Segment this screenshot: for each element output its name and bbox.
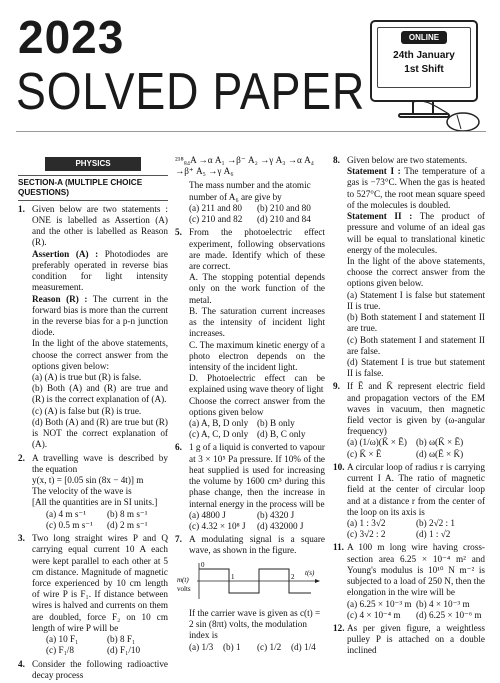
question-body	[347, 381, 485, 460]
question-number: 5.	[175, 227, 182, 238]
option-a: (a) Statement I is false but statement II is true.	[347, 289, 485, 311]
option-b: (b) ω(K̄ × Ē)	[416, 437, 464, 448]
question-number: 3.	[18, 533, 25, 544]
statement-2-label: Statement II :	[347, 211, 413, 222]
options-row	[175, 203, 325, 214]
column-3	[333, 155, 485, 659]
question-stem: 1 g of a liquid is converted to vapour at 3 × 10⁵ Pa pressure. If 10% of the heat supplied is used for increasing the volume by 1600 cm³ during this phase change, then the increase in internal energy in the process will be	[189, 442, 325, 509]
tick-2: 2	[291, 572, 295, 581]
options-row	[32, 520, 168, 531]
options-row	[189, 429, 325, 440]
option-c: (c) Both statement I and statement II are false.	[347, 334, 485, 356]
question-stem: Two long straight wires P and Q carrying equal current 10 A each were kept parallel to each other at 5 cm distance. Magnitude of magnetic force experienced by 10 cm length of wire P is F₁. If distance between wires is halved and currents on them are doubled, force F₂ on 10 cm length of wire P will be	[32, 533, 168, 633]
column-1	[18, 150, 168, 683]
reason-text: The current in the forward bias is more than the current in the reverse bias for a p-n junction diode.	[32, 293, 169, 338]
question-5	[175, 227, 325, 440]
assertion-text: Photodiodes are preferably operated in reverse bias condition for light intensity measurement.	[32, 248, 169, 293]
option-a: (a) A, B, D only	[189, 418, 249, 429]
options-row	[175, 642, 325, 653]
option-c: (c) 3√2 : 2	[347, 529, 386, 540]
question-number: 4.	[18, 658, 25, 669]
question-number: 9.	[333, 381, 340, 392]
question-10	[333, 462, 485, 541]
option-c: (c) A, C, D only	[189, 429, 249, 440]
question-body	[32, 659, 168, 681]
question-stem: If Ē and K̄ represent electric field and propagation vectors of the EM waves in vacuum, then magnetic field vector is given by (ω-angular frequency)	[347, 381, 485, 437]
subject-badge: PHYSICS	[45, 157, 141, 171]
question-stem: Given below are two statements : ONE is labelled as Assertion (A) and the other is labelled as Reason (R).	[32, 203, 168, 248]
exam-shift: 1st Shift	[404, 64, 444, 75]
observation-c: C. The maximum kinetic energy of a photo electron depends on the intensity of the incident light.	[189, 339, 325, 372]
question-body	[189, 227, 325, 440]
options-row	[347, 610, 485, 621]
options-row	[189, 510, 325, 521]
paper-title: SOLVED PAPER	[16, 63, 366, 121]
option-a: (a) (A) is true but (R) is false.	[32, 372, 142, 383]
assertion	[32, 249, 168, 294]
reason-label: Reason (R) :	[32, 293, 88, 304]
section-heading: SECTION-A (MULTIPLE CHOICE QUESTIONS)	[18, 175, 168, 201]
question-8	[333, 155, 485, 379]
question-1	[18, 204, 168, 451]
option-d: (d) 1/4	[291, 641, 316, 652]
question-stem: A travelling wave is described by the equation	[32, 452, 168, 474]
question-stem: As per given figure, a weightless pulley P is attached on a double inclined	[347, 622, 485, 656]
options-row	[32, 509, 168, 520]
monitor-illustration	[370, 20, 478, 102]
option-a: (a) 10 F₁	[46, 634, 79, 645]
option-b: (b) 1	[223, 641, 241, 652]
wave-yunit: volts	[177, 584, 191, 593]
header-divider	[16, 131, 486, 132]
options-row	[32, 634, 168, 645]
axis-arrow-icon	[315, 579, 320, 583]
question-number: 1.	[18, 203, 25, 214]
question-number: 8.	[333, 155, 340, 165]
option-a: (a) 211 and 80	[189, 202, 242, 213]
option-c: (c) F₁/8	[46, 645, 74, 656]
option-d: (d) 432000 J	[257, 521, 304, 531]
question-7	[175, 534, 325, 556]
option-b: (b) 4 × 10⁻³ m	[416, 598, 470, 609]
options-row	[347, 599, 485, 610]
statement-1-text: The temperature of a gas is −73°C. When the gas is heated to 527°C, the root mean square speed of the molecules is doubled.	[347, 166, 486, 210]
question-number: 7.	[175, 534, 182, 545]
question-instruction: In the light of the above statements, choose the correct answer from the options given below.	[347, 255, 485, 289]
option-c: (c) 0.5 m s⁻¹	[46, 519, 93, 530]
option-b: (b) 210 and 80	[257, 202, 311, 213]
wave-equation: y(x, t) = [0.05 sin (8x − 4t)] m	[32, 475, 144, 485]
observation-d: D. Photoelectric effect can be explained using wave theory of light	[189, 373, 325, 395]
question-6	[175, 442, 325, 532]
options-row	[175, 214, 325, 225]
question-2	[18, 453, 168, 532]
question-body	[32, 453, 168, 532]
option-d: (d) 1 : √2	[416, 529, 451, 540]
tick-1: 1	[231, 572, 235, 581]
option-d: (d) B, C only	[257, 429, 306, 440]
option-c: (c) 4.32 × 10⁸ J	[189, 521, 246, 531]
option-d: (d) Statement I is true but statement II is false.	[347, 356, 485, 379]
question-number: 6.	[175, 442, 182, 453]
option-b: (b) 8 m s⁻¹	[107, 508, 148, 519]
option-c: (c) (A) is false but (R) is true.	[32, 405, 142, 416]
column-2	[175, 155, 325, 653]
option-b: (b) Both (A) and (R) are true and (R) is the correct explanation of (A).	[32, 383, 168, 405]
year-heading: 2023	[18, 11, 125, 63]
option-c: (c) 4 × 10⁻⁴ m	[347, 609, 401, 620]
statement-1-label: Statement I :	[347, 166, 401, 177]
option-b: (b) B only	[257, 418, 295, 429]
question-number: 12.	[333, 622, 345, 633]
question-stem: From the photoelectric effect experiment, following observations are made. Identify which of these are correct.	[189, 227, 325, 271]
option-a: (a) 6.25 × 10⁻³ m	[347, 598, 412, 609]
question-body	[189, 534, 325, 556]
options-row	[347, 437, 485, 448]
question-instruction: In the light of the above statements, choose the correct answer from the options given below:	[32, 338, 168, 371]
option-a: (a) 1 : 3√2	[347, 518, 386, 528]
question-body	[347, 542, 485, 621]
observation-b: B. The saturation current increases as the intensity of incident light increases.	[189, 305, 325, 339]
square-wave-svg	[175, 559, 325, 603]
option-d: (d) ω(Ē × K̄)	[416, 448, 464, 459]
statement-1	[347, 166, 485, 211]
question-stem: A circular loop of radius r is carrying current I A. The ratio of magnetic field at the center of circular loop and at a distance r from the center of the loop on its axis is	[347, 461, 485, 517]
carrier-statement: If the carrier wave is given as c(t) = 2 sin (8πt) volts, the modulation index is	[189, 607, 321, 641]
question-stem: A 100 m long wire having cross-section area 6.25 × 10⁻⁴ m² and Young's modulus is 10¹⁰ N m⁻² is subjected to a load of 250 N, then the elongation in the wire will be	[347, 542, 485, 598]
option-d: (d) Both (A) and (R) are true but (R) is NOT the correct explanation of (A).	[32, 416, 168, 450]
question-stem: A modulating signal is a square wave, as shown in the figure.	[189, 534, 325, 556]
question-ask: The mass number and the atomic number of A₆ are give by	[189, 180, 311, 202]
statement-2-text: The product of pressure and volume of an ideal gas will be equal to translational kinetic energy of the molecules.	[347, 211, 485, 255]
option-c: (c) 210 and 82	[189, 214, 243, 225]
option-a: (a) 4800 J	[189, 509, 226, 520]
question-number: 2.	[18, 452, 25, 463]
question-11	[333, 542, 485, 621]
question-4	[18, 659, 168, 681]
option-d: (d) 6.25 × 10⁻⁶ m	[416, 609, 482, 620]
question-3	[18, 533, 168, 656]
options-row	[347, 529, 485, 540]
online-badge: ONLINE	[401, 31, 447, 44]
observation-a: A. The stopping potential depends only on the work function of the metal.	[189, 272, 325, 305]
question-stem: Consider the following radioactive decay process	[32, 658, 168, 680]
option-b: (b) Both statement I and statement II are true.	[347, 312, 485, 334]
options-row	[347, 518, 485, 529]
assertion-label: Assertion (A) :	[32, 248, 99, 259]
option-d: (d) F₁/10	[107, 645, 141, 656]
option-a: (a) 4 m s⁻¹	[46, 508, 87, 519]
decay-chain: ²¹⁸₈₄A →α A₁ →β⁻ A₂ →γ A₃ →α A₄ →β⁺ A₅ →γ A₆	[175, 155, 314, 177]
wave-ylabel: m(t)	[177, 575, 189, 584]
option-c: (c) 1/2	[257, 641, 282, 652]
question-number: 11.	[333, 542, 344, 553]
options-row	[32, 645, 168, 656]
options-row	[347, 449, 485, 460]
mouse-icon	[405, 96, 485, 136]
option-a: (a) 1/3	[189, 641, 214, 652]
option-b: (b) 8 F₁	[107, 634, 136, 645]
options-row	[189, 418, 325, 429]
question-number: 10.	[333, 461, 345, 472]
question-body	[32, 204, 168, 451]
option-b: (b) 4320 J	[257, 509, 295, 520]
question-12	[333, 623, 485, 657]
tick-0: 0	[201, 560, 205, 569]
question-instruction: Choose the correct answer from the options given below	[189, 395, 325, 417]
question-9	[333, 381, 485, 460]
option-c: (c) K̄ × Ē	[347, 448, 382, 459]
statement-2	[347, 211, 485, 256]
options-row	[189, 521, 325, 532]
question-ask: The velocity of the wave is	[32, 486, 132, 497]
exam-date: 24th January	[393, 50, 455, 61]
option-d: (d) 2 m s⁻¹	[107, 519, 148, 530]
option-b: (b) 2√2 : 1	[416, 518, 455, 528]
reason	[32, 294, 168, 339]
square-wave-figure	[175, 559, 325, 606]
option-d: (d) 210 and 84	[257, 214, 311, 225]
question-body	[189, 442, 325, 532]
option-a: (a) (1/ω)(K̄ × Ē)	[347, 437, 407, 448]
question-body	[32, 533, 168, 656]
monitor-screen	[377, 27, 471, 88]
question-stem: Given below are two statements.	[347, 155, 468, 165]
question-body	[347, 155, 485, 379]
question-body	[347, 462, 485, 541]
question-body	[347, 623, 485, 657]
wave-xlabel: t(s)	[305, 568, 315, 577]
units-note: [All the quantities are in SI units.]	[32, 497, 158, 508]
